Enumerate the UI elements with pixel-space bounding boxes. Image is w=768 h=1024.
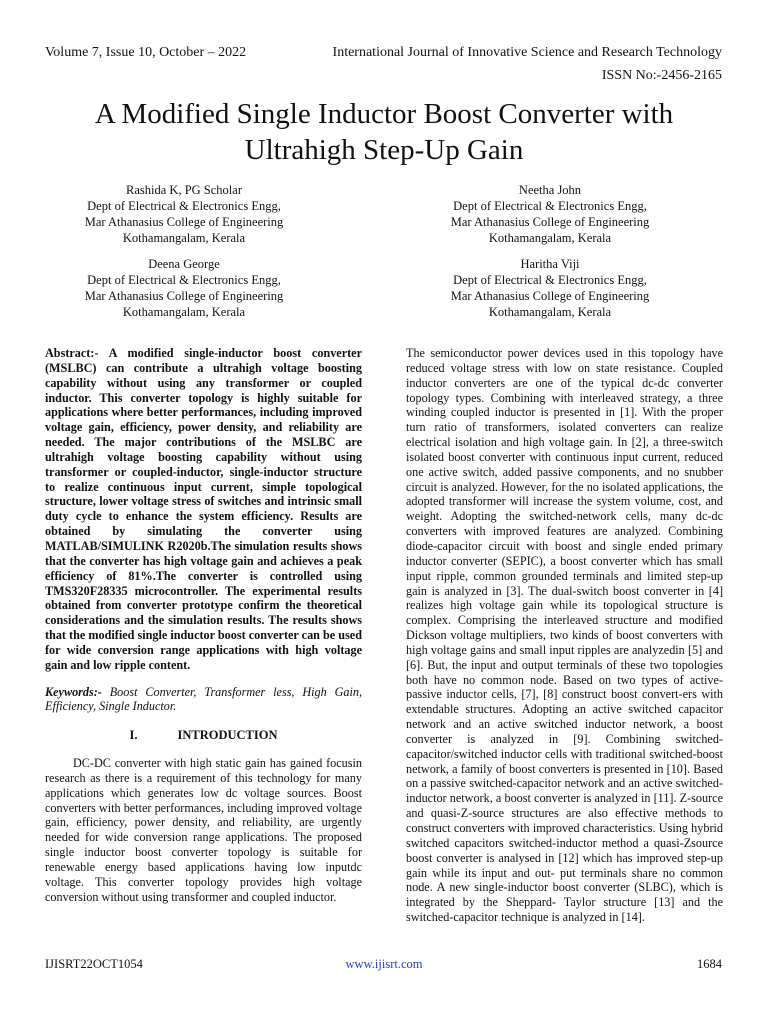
author-block-2 bbox=[390, 182, 710, 246]
author-name: Rashida K, PG Scholar bbox=[126, 183, 242, 197]
keywords-text: Boost Converter, Transformer less, High Gain, Efficiency, Single Inductor. bbox=[45, 684, 362, 714]
author-name: Haritha Viji bbox=[520, 257, 580, 271]
author-block-1 bbox=[24, 182, 344, 246]
paper-title bbox=[0, 96, 768, 168]
author-place: Kothamangalam, Kerala bbox=[122, 305, 246, 319]
author-block-3 bbox=[24, 256, 344, 320]
issn-number: ISSN No:-2456-2165 bbox=[601, 68, 722, 83]
author-dept: Dept of Electrical & Electronics Engg, bbox=[453, 273, 647, 287]
title-line-2: Ultrahigh Step-Up Gain bbox=[244, 134, 524, 166]
author-college: Mar Athanasius College of Engineering bbox=[450, 215, 650, 229]
intro-paragraph: DC-DC converter with high static gain has gained focusin research as there is a requirement of this technology for many applications which generates low dc voltage sources. Boost converters with better performances, including improved voltage gain, efficiency, power density, and reliability, are urgently needed for wide conversion range applications. The proposed single inductor boost converter topology is suitable for renewable energy based applications having low inputdc voltage. This converter topology provides high voltage conversion without using transformer and coupled inductor. bbox=[45, 756, 362, 904]
section-number: I. bbox=[129, 728, 138, 743]
right-column bbox=[406, 346, 723, 925]
volume-info: Volume 7, Issue 10, October – 2022 bbox=[45, 45, 247, 60]
author-dept: Dept of Electrical & Electronics Engg, bbox=[87, 199, 281, 213]
section-title: INTRODUCTION bbox=[177, 728, 278, 743]
journal-url: www.ijisrt.com bbox=[345, 957, 423, 971]
author-name: Neetha John bbox=[518, 183, 582, 197]
page-number: 1684 bbox=[697, 957, 722, 971]
author-place: Kothamangalam, Kerala bbox=[488, 305, 612, 319]
author-dept: Dept of Electrical & Electronics Engg, bbox=[87, 273, 281, 287]
intro-continued-paragraph: The semiconductor power devices used in this topology have reduced voltage stress with low on state resistance. Coupled inductor converters are one of the typical dc-dc converter topology types. Combining with interleaved strategy, a three winding coupled inductor is presented in [1]. With the proper turn ratio of transformers, isolated converters can realize electrical isolation and high voltage gain. In [2], a three-switch isolated boost converter with continuous input current, reduced one active switch, added passive components, and no snubber circuit is analyzed. However, for the no isolated applications, the adopted transformer will increase the system volume, cost, and weight. Adopting the switched-network cells, many dc-dc converters with improved features are analyzed. Combining diode-capacitor circuit with boost and single ended primary inductor converter (SEPIC), a boost converter which has small input ripple, common grounded terminals and limited step-up gain is analyzed in [3]. The dual-switch boost converter in [4] realizes high voltage gain while its topological structure is complex. Comprising the interleaved structure and modified Dickson voltage multipliers, two kinds of boost converters with high voltage gains and small input ripples are analyzedin [5] and [6]. But, the input and output terminals of these two topologies both have no common node. Based on two types of active-passive inductor cells, [7], [8] construct boost convert-ers with extendable structures. Adopting an active switched capacitor network and an active switched inductor network, a boost converter is analyzed in [9]. Combining switched-capacitor/switched inductor cells with traditional switched-boost network, a family of boost converters is presented in [10]. Based on a passive switched-capacitor network and an active switched-inductor network, a boost converter is analyzed in [11]. Z-source and quasi-Z-source structures are also effective methods to construct converters with improved characteristics. Using hybrid switched capacitors switched-inductor method a quasi-Zsource boost converter is analysed in [12] which has improved step-up gain while its input and out- put terminals share no common node. A new single-inductor boost converter (SLBC), which is integrated by the Sheppard- Taylor structure [13] and the switched-capacitor technique is analyzed in [14]. bbox=[406, 346, 723, 925]
paper-id: IJISRT22OCT1054 bbox=[45, 957, 143, 971]
keywords bbox=[45, 685, 362, 715]
author-place: Kothamangalam, Kerala bbox=[122, 231, 246, 245]
author-college: Mar Athanasius College of Engineering bbox=[450, 289, 650, 303]
keywords-label: Keywords:- bbox=[45, 684, 102, 699]
abstract: Abstract:- A modified single-inductor boost converter (MSLBC) can contribute a ultrahigh voltage boosting capability without using any transformer or coupled inductor. This converter topology is highly suitable for applications where better performances, including improved voltage gain, efficiency, power density, and reliability are needed. The major contributions of the MSLBC are ultrahigh voltage boosting capability without using transformer or coupled-inductor, single-inductor structure to realize continuous input current, simple topological structure, lower voltage stress of switches and intrinsic small duty cycle to enhance the system efficiency. Results are obtained by simulating the converter using MATLAB/SIMULINK R2020b.The simulation results shows that the converter has high voltage gain and achieves a peak efficiency of 81%.The converter is controlled using TMS320F28335 microcontroller. The experimental results obtained from converter prototype confirm the theoretical considerations and the simulation results. The results shows that the modified single inductor boost converter can be used for wide conversion range applications with high voltage gain and low ripple content. bbox=[45, 346, 362, 672]
author-dept: Dept of Electrical & Electronics Engg, bbox=[453, 199, 647, 213]
section-heading bbox=[45, 728, 362, 743]
journal-name: International Journal of Innovative Science and Research Technology bbox=[332, 45, 722, 60]
author-college: Mar Athanasius College of Engineering bbox=[84, 289, 284, 303]
title-line-1: A Modified Single Inductor Boost Converter with bbox=[94, 98, 674, 130]
author-place: Kothamangalam, Kerala bbox=[488, 231, 612, 245]
author-name: Deena George bbox=[148, 257, 220, 271]
author-college: Mar Athanasius College of Engineering bbox=[84, 215, 284, 229]
author-block-4 bbox=[390, 256, 710, 320]
left-column bbox=[45, 346, 362, 905]
